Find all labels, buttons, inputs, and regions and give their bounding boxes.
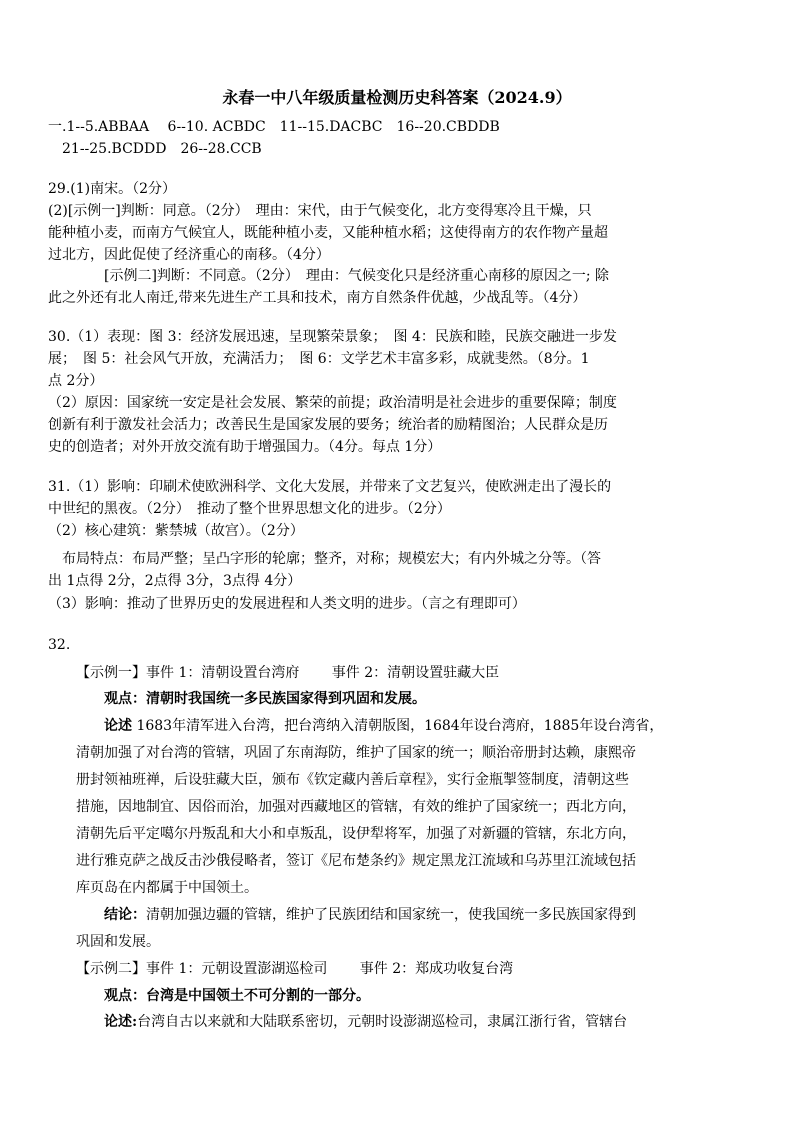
q32-example-1-argument-line: 进行雅克萨之战反击沙俄侵略者，签订《尼布楚条约》规定黑龙江流域和乌苏里江流域包括: [76, 853, 636, 869]
q31-line: 31.（1）影响：印刷术使欧洲科学、文化大发展，并带来了文艺复兴，使欧洲走出了漫长的: [48, 479, 612, 495]
argument-text: 台湾自古以来就和大陆联系密切，元朝时设澎湖巡检司，隶属江浙行省，管辖台: [137, 1014, 628, 1030]
q32-example-1-viewpoint: [104, 689, 426, 709]
argument-text: 1683年清军进入台湾，把台湾纳入清朝版图，1684年设台湾府，1885年设台湾省，: [132, 718, 664, 734]
q32-example-2-argument-line: [104, 1012, 627, 1032]
q32-example-2-events: 【示例二】事件 1：元朝设置澎湖巡检司 事件 2：郑成功收复台湾: [76, 961, 514, 977]
q29-line: 29.(1)南宋。（2分）: [48, 181, 177, 197]
q30-line: （2）原因：国家统一安定是社会发展、繁荣的前提；政治清明是社会进步的重要保障；制度: [48, 395, 617, 411]
q31-line: 布局特点：布局严整；呈凸字形的轮廓；整齐，对称；规模宏大；有内外城之分等。（答: [62, 551, 601, 567]
q32-example-1-argument-line: 清朝加强了对台湾的管辖，巩固了东南海防，维护了国家的统一；顺治帝册封达赖，康熙帝: [76, 745, 636, 761]
q32-example-1-argument-line: 库页岛在内都属于中国领土。: [76, 880, 258, 896]
q29-line: 能种植小麦，而南方气候宜人，既能种植小麦，又能种植水稻；这使得南方的农作物产量超: [48, 225, 608, 241]
mc-answers-line-2: 21--25.BCDDD 26--28.CCB: [62, 141, 262, 157]
q31-line: 出 1点得 2分，2点得 3分，3点得 4分）: [48, 573, 302, 589]
argument-label: 论述:: [104, 1014, 138, 1030]
q32-example-1-argument-line: 措施，因地制宜、因俗而治，加强对西藏地区的管辖，有效的维护了国家统一；西北方向，: [76, 799, 636, 815]
q30-line: 史的创造者；对外开放交流有助于增强国力。（4分。每点 1分）: [48, 439, 442, 455]
q30-line: 点 2分）: [48, 373, 104, 389]
argument-label: 论述: [104, 718, 132, 734]
viewpoint-text: 台湾是中国领土不可分割的一部分。: [146, 988, 370, 1004]
q32-example-1-conclusion: [104, 905, 636, 925]
conclusion-text: 清朝加强边疆的管辖，维护了民族团结和国家统一，使我国统一多民族国家得到: [146, 907, 636, 923]
q32-number: 32.: [48, 637, 71, 653]
q32-example-1-argument-line: 册封领袖班禅，后设驻藏大臣，颁布《钦定藏内善后章程》，实行金瓶掣签制度，清朝这些: [76, 772, 629, 788]
q32-example-1-conclusion-line: 巩固和发展。: [76, 934, 160, 950]
q32-example-1-argument-line: 清朝先后平定噶尔丹叛乱和大小和卓叛乱，设伊犁将军，加强了对新疆的管辖，东北方向，: [76, 826, 636, 842]
mc-answers-line-1: 一.1--5.ABBAA 6--10. ACBDC 11--15.DACBC 16--20.CBDDB: [48, 119, 500, 135]
q29-line: (2)[示例一]判断：同意。（2分） 理由：宋代，由于气候变化，北方变得寒冷且干燥，只: [48, 203, 592, 219]
viewpoint-label: 观点：: [104, 988, 146, 1004]
q30-line: 创新有利于激发社会活力；改善民生是国家发展的要务；统治者的励精图治；人民群众是历: [48, 417, 608, 433]
q29-line: [示例二]判断：不同意。（2分） 理由：气候变化只是经济重心南移的原因之一; 除: [104, 268, 609, 284]
page-title: 永春一中八年级质量检测历史科答案（2024.9）: [222, 88, 572, 107]
q32-example-2-viewpoint: [104, 986, 370, 1006]
q30-line: 展； 图 5：社会风气开放，充满活力； 图 6：文学艺术丰富多彩，成就斐然。（8分。1: [48, 351, 590, 367]
q31-line: （2）核心建筑：紫禁城（故宫）。（2分）: [48, 523, 304, 539]
q30-line: 30.（1）表现：图 3：经济发展迅速，呈现繁荣景象； 图 4：民族和睦，民族交融进一步发: [48, 329, 617, 345]
viewpoint-label: 观点：: [104, 691, 146, 707]
q31-line: 中世纪的黑夜。（2分） 推动了整个世界思想文化的进步。（2分）: [48, 501, 451, 517]
q31-line: （3）影响：推动了世界历史的发展进程和人类文明的进步。（言之有理即可）: [48, 596, 526, 612]
q29-line: 此之外还有北人南迁,带来先进生产工具和技术，南方自然条件优越，少战乱等。（4分）: [48, 290, 587, 306]
q32-example-1-events: 【示例一】事件 1：清朝设置台湾府 事件 2：清朝设置驻藏大臣: [76, 665, 500, 681]
q29-line: 过北方，因此促使了经济重心的南移。（4分）: [48, 247, 330, 263]
conclusion-label: 结论：: [104, 907, 146, 923]
viewpoint-text: 清朝时我国统一多民族国家得到巩固和发展。: [146, 691, 426, 707]
q32-example-1-argument-line: [104, 716, 663, 736]
